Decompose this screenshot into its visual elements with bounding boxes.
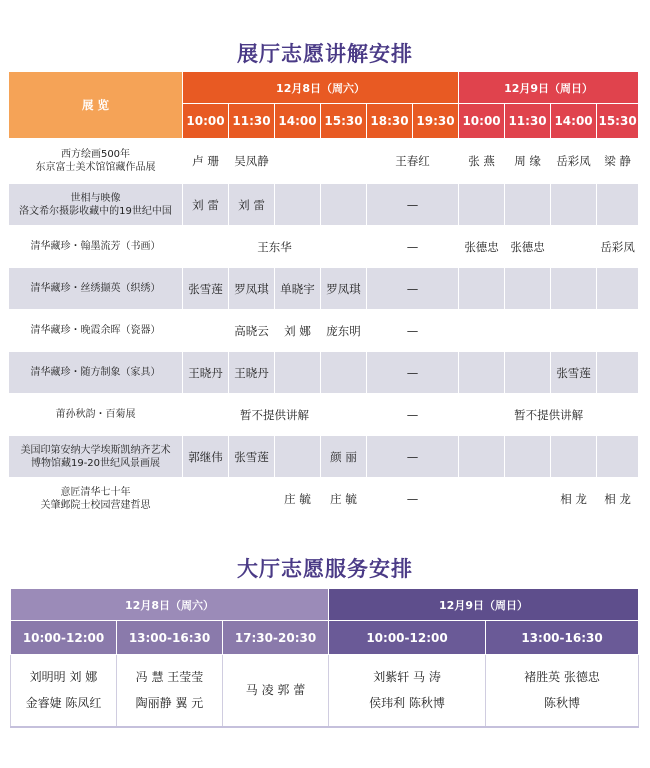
hall-volunteer-cell bbox=[11, 655, 117, 727]
time-header: 18:30 bbox=[367, 104, 413, 139]
exhibit-name-line: 东京富士美术馆馆藏作品展 bbox=[35, 162, 156, 173]
exhibit-name-line: 美国印第安纳大学埃斯凯纳齐艺术 bbox=[20, 444, 171, 456]
exhibit-name bbox=[9, 436, 183, 478]
volunteer-cell: 颜 丽 bbox=[321, 436, 367, 478]
no-session-dash: — bbox=[367, 352, 459, 394]
volunteer-cell bbox=[505, 352, 551, 394]
no-session-dash: — bbox=[367, 436, 459, 478]
volunteer-cell bbox=[183, 310, 229, 352]
hall-volunteer-line: 马 凌 郭 蕾 bbox=[245, 683, 306, 698]
hall-volunteer-cell bbox=[117, 655, 223, 727]
time-header: 14:00 bbox=[275, 104, 321, 139]
hall-volunteer-line: 褚胜英 张德忠 bbox=[524, 670, 600, 685]
hall-schedule-title: 大厅志愿服务安排 bbox=[237, 557, 413, 581]
volunteer-cell bbox=[505, 184, 551, 226]
hall-volunteer-line: 刘紫轩 马 涛 bbox=[373, 670, 441, 685]
volunteer-cell bbox=[505, 268, 551, 310]
hall-time-header: 17:30-20:30 bbox=[223, 621, 329, 655]
volunteer-cell bbox=[597, 268, 639, 310]
exhibit-name-line: 清华藏珍・翰墨流芳（书画） bbox=[30, 241, 161, 252]
volunteer-cell bbox=[505, 436, 551, 478]
volunteer-cell bbox=[321, 184, 367, 226]
exhibit-name-line: 洛文希尔摄影收藏中的19世纪中国 bbox=[19, 205, 172, 217]
volunteer-cell: 张德忠 bbox=[459, 226, 505, 268]
exhibit-name bbox=[9, 184, 183, 226]
volunteer-cell: 庄 毓 bbox=[275, 478, 321, 520]
no-session-dash: — bbox=[367, 478, 459, 520]
volunteer-cell bbox=[321, 352, 367, 394]
hall-volunteer-cell bbox=[486, 655, 639, 727]
time-header: 11:30 bbox=[229, 104, 275, 139]
volunteer-cell bbox=[229, 478, 275, 520]
hall-time-header: 10:00-12:00 bbox=[329, 621, 486, 655]
exhibit-name bbox=[9, 310, 183, 352]
volunteer-cell bbox=[459, 184, 505, 226]
volunteer-cell bbox=[275, 139, 321, 184]
volunteer-cell bbox=[459, 436, 505, 478]
hall-volunteer-line: 陈秋博 bbox=[544, 696, 581, 711]
exhibit-header: 展 览 bbox=[9, 72, 183, 139]
volunteer-cell: 张 燕 bbox=[459, 139, 505, 184]
time-header: 15:30 bbox=[321, 104, 367, 139]
exhibit-name-line: 清华藏珍・随方制象（家具） bbox=[30, 367, 161, 378]
exhibit-name bbox=[9, 139, 183, 184]
no-session-dash: — bbox=[367, 394, 459, 436]
volunteer-cell bbox=[597, 436, 639, 478]
time-header: 19:30 bbox=[413, 104, 459, 139]
volunteer-cell bbox=[551, 268, 597, 310]
time-header: 10:00 bbox=[459, 104, 505, 139]
hall-volunteer-line: 金睿婕 陈凤红 bbox=[25, 696, 102, 711]
volunteer-cell: 庄 毓 bbox=[321, 478, 367, 520]
volunteer-cell: 卢 珊 bbox=[183, 139, 229, 184]
exhibit-schedule-title: 展厅志愿讲解安排 bbox=[237, 42, 413, 66]
volunteer-cell bbox=[597, 352, 639, 394]
volunteer-cell: 刘 雷 bbox=[183, 184, 229, 226]
volunteer-cell: 梁 静 bbox=[597, 139, 639, 184]
hall-time-header: 10:00-12:00 bbox=[11, 621, 117, 655]
volunteer-cell bbox=[459, 310, 505, 352]
hall-volunteer-cell bbox=[223, 655, 329, 727]
no-session-dash: — bbox=[367, 268, 459, 310]
volunteer-cell: 单晓宇 bbox=[275, 268, 321, 310]
exhibit-name-line: 博物馆藏19-20世纪风景画展 bbox=[30, 457, 161, 469]
time-header: 15:30 bbox=[597, 104, 639, 139]
volunteer-cell: 岳彩凤 bbox=[551, 139, 597, 184]
day2-header: 12月9日（周日） bbox=[459, 72, 639, 104]
exhibit-name-line: 莆孙秋韵・百菊展 bbox=[55, 409, 136, 420]
hall-time-header: 13:00-16:30 bbox=[117, 621, 223, 655]
volunteer-cell bbox=[597, 310, 639, 352]
volunteer-cell: 罗凤琪 bbox=[321, 268, 367, 310]
exhibit-name bbox=[9, 226, 183, 268]
volunteer-cell: 张雪莲 bbox=[183, 268, 229, 310]
volunteer-cell bbox=[551, 436, 597, 478]
volunteer-cell: 暂不提供讲解 bbox=[183, 394, 367, 436]
exhibit-name bbox=[9, 268, 183, 310]
volunteer-cell: 相 龙 bbox=[551, 478, 597, 520]
hall-volunteer-line: 陶丽静 翼 元 bbox=[135, 696, 204, 711]
hall-day1-header: 12月8日（周六） bbox=[11, 589, 329, 621]
volunteer-cell: 庞东明 bbox=[321, 310, 367, 352]
volunteer-cell bbox=[597, 184, 639, 226]
exhibit-name-line: 西方绘画500年 bbox=[60, 149, 131, 160]
volunteer-cell: 刘 娜 bbox=[275, 310, 321, 352]
volunteer-cell: 王晓丹 bbox=[183, 352, 229, 394]
volunteer-cell: 高晓云 bbox=[229, 310, 275, 352]
exhibit-name-line: 清华藏珍・丝绣撷英（织绣） bbox=[30, 283, 161, 294]
volunteer-cell: 王晓丹 bbox=[229, 352, 275, 394]
volunteer-cell bbox=[459, 268, 505, 310]
no-session-dash: — bbox=[367, 310, 459, 352]
volunteer-cell: 王春红 bbox=[367, 139, 459, 184]
volunteer-cell bbox=[459, 352, 505, 394]
volunteer-cell: 张雪莲 bbox=[229, 436, 275, 478]
no-session-dash: — bbox=[367, 184, 459, 226]
volunteer-cell bbox=[183, 478, 229, 520]
volunteer-cell: 暂不提供讲解 bbox=[459, 394, 639, 436]
volunteer-cell: 刘 雷 bbox=[229, 184, 275, 226]
volunteer-cell bbox=[459, 478, 505, 520]
volunteer-cell: 罗凤琪 bbox=[229, 268, 275, 310]
volunteer-cell: 张雪莲 bbox=[551, 352, 597, 394]
exhibit-name-line: 意匠清华七十年 bbox=[60, 486, 131, 498]
hall-volunteer-line: 刘明明 刘 娜 bbox=[29, 670, 98, 685]
exhibit-name bbox=[9, 394, 183, 436]
exhibit-name-line: 关肇邺院士校园营建哲思 bbox=[40, 499, 151, 511]
volunteer-cell bbox=[505, 478, 551, 520]
volunteer-cell bbox=[275, 184, 321, 226]
time-header: 14:00 bbox=[551, 104, 597, 139]
hall-schedule-table bbox=[10, 588, 639, 728]
volunteer-cell: 周 缘 bbox=[505, 139, 551, 184]
hall-day2-header: 12月9日（周日） bbox=[329, 589, 639, 621]
volunteer-cell bbox=[551, 184, 597, 226]
volunteer-cell: 吴凤静 bbox=[229, 139, 275, 184]
hall-volunteer-line: 冯 慧 王莹莹 bbox=[135, 670, 204, 685]
hall-volunteer-cell bbox=[329, 655, 486, 727]
exhibit-name bbox=[9, 352, 183, 394]
volunteer-cell bbox=[551, 310, 597, 352]
volunteer-cell: 王东华 bbox=[183, 226, 367, 268]
volunteer-cell: 相 龙 bbox=[597, 478, 639, 520]
exhibit-name-line: 清华藏珍・晚霞余晖（瓷器） bbox=[30, 325, 161, 336]
volunteer-cell bbox=[321, 139, 367, 184]
volunteer-cell bbox=[551, 226, 597, 268]
time-header: 10:00 bbox=[183, 104, 229, 139]
volunteer-cell bbox=[505, 310, 551, 352]
hall-time-header: 13:00-16:30 bbox=[486, 621, 639, 655]
exhibit-schedule-table bbox=[8, 71, 639, 520]
volunteer-cell: 张德忠 bbox=[505, 226, 551, 268]
time-header: 11:30 bbox=[505, 104, 551, 139]
volunteer-cell bbox=[275, 436, 321, 478]
volunteer-cell bbox=[275, 352, 321, 394]
day1-header: 12月8日（周六） bbox=[183, 72, 459, 104]
volunteer-cell: 郭继伟 bbox=[183, 436, 229, 478]
hall-volunteer-line: 侯玮利 陈秋博 bbox=[369, 696, 445, 711]
exhibit-name bbox=[9, 478, 183, 520]
no-session-dash: — bbox=[367, 226, 459, 268]
volunteer-cell: 岳彩凤 bbox=[597, 226, 639, 268]
exhibit-name-line: 世相与映像 bbox=[70, 192, 121, 204]
